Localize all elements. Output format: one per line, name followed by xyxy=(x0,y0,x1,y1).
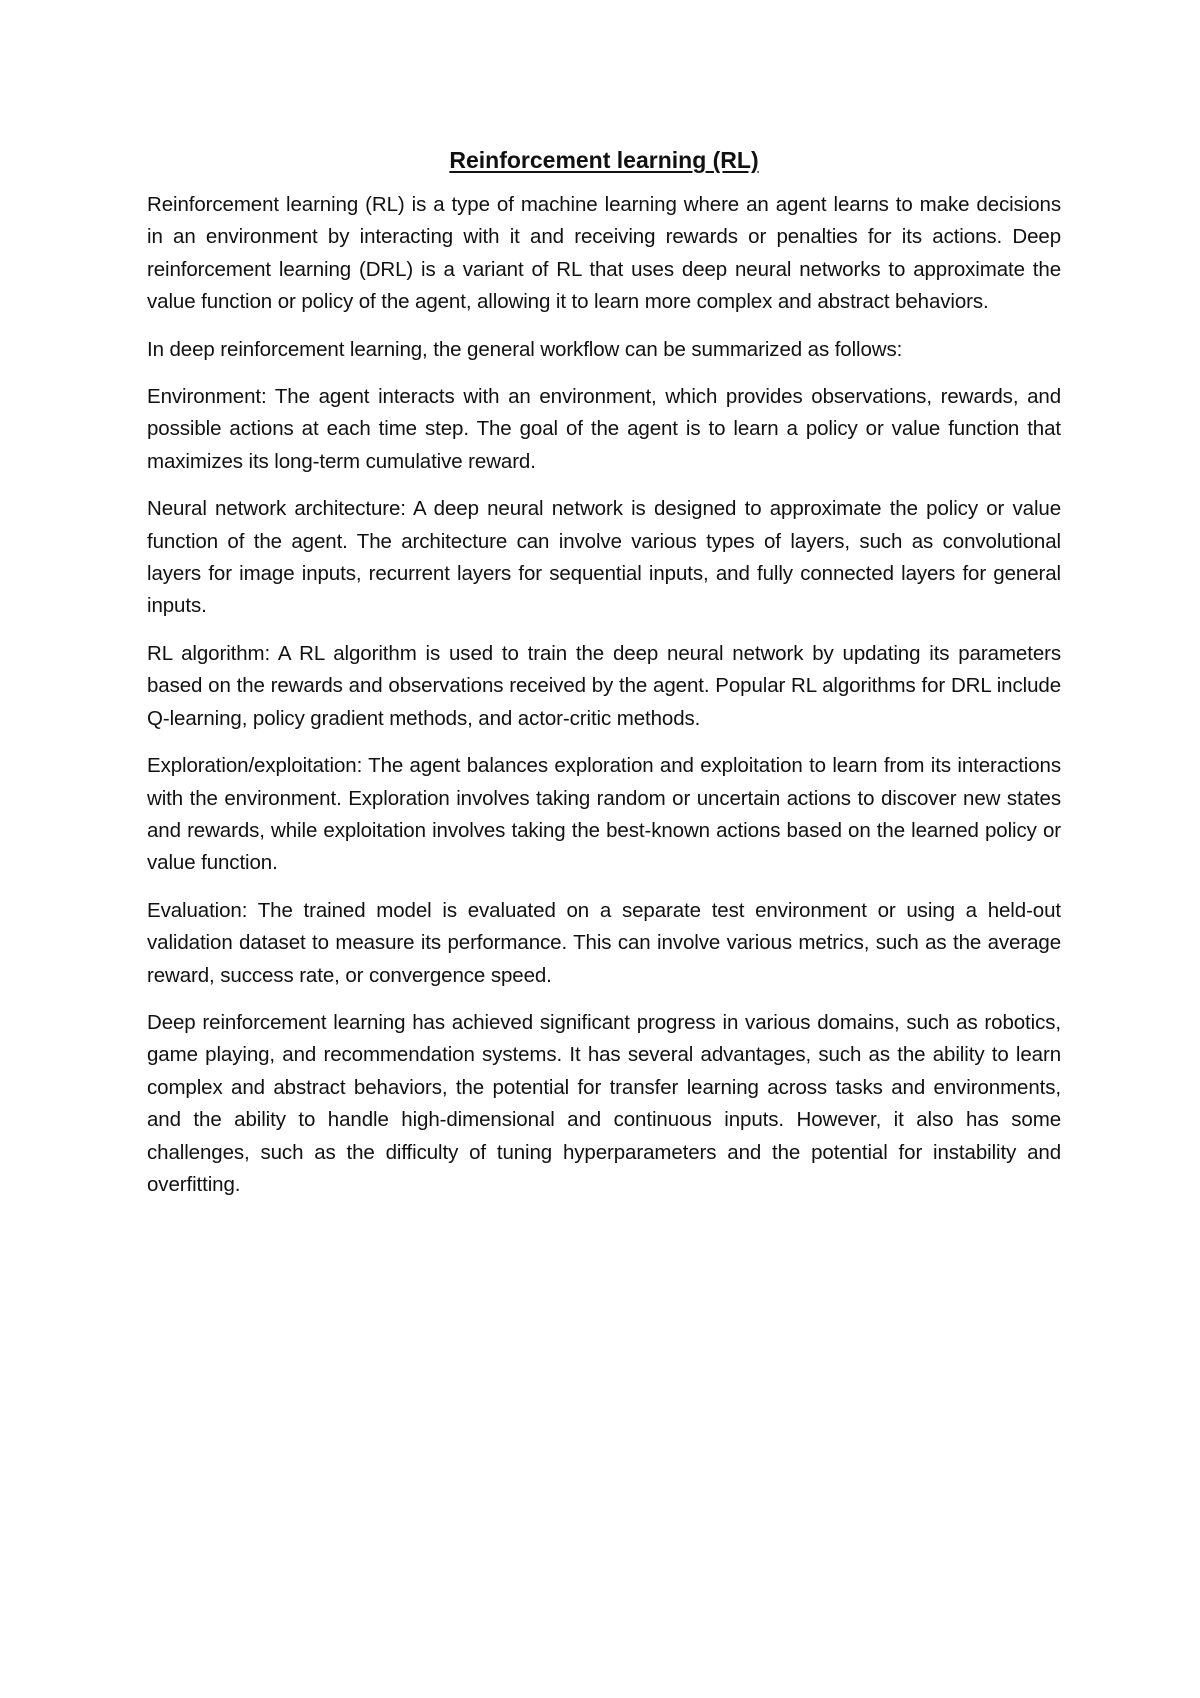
paragraph-evaluation: Evaluation: The trained model is evaluated on a separate test environment or using a held-out validation dataset to measure its performance. This can involve various metrics, such as the average reward, success rate, or convergence speed. xyxy=(147,898,1061,987)
paragraph-rl-algorithm: RL algorithm: A RL algorithm is used to train the deep neural network by updating its parameters based on the rewards and observations received by the agent. Popular RL algorithms for DRL include Q-learning, policy gradient methods, and actor-critic methods. xyxy=(147,641,1061,730)
paragraph-workflow-intro: In deep reinforcement learning, the general workflow can be summarized as follows: xyxy=(147,337,903,361)
paragraph-neural-network: Neural network architecture: A deep neural network is designed to approximate the policy or value function of the agent. The architecture can involve various types of layers, such as convolutional layers for image inputs, recurrent layers for sequential inputs, and fully connected layers for general inputs. xyxy=(147,497,1061,618)
paragraph-intro: Reinforcement learning (RL) is a type of machine learning where an agent learns to make decisions in an environment by interacting with it and receiving rewards or penalties for its actions. Deep reinforcement learning (DRL) is a variant of RL that uses deep neural networks to approximate the value function or policy of the agent, allowing it to learn more complex and abstract behaviors. xyxy=(147,193,1061,314)
paragraph-exploration: Exploration/exploitation: The agent balances exploration and exploitation to learn from its interactions with the environment. Exploration involves taking random or uncertain actions to discover new states and rewards, while exploitation involves taking the best-known actions based on the learned policy or value function. xyxy=(147,754,1061,875)
paragraph-conclusion: Deep reinforcement learning has achieved significant progress in various domains, such as robotics, game playing, and recommendation systems. It has several advantages, such as the ability to learn complex and abstract behaviors, the potential for transfer learning across tasks and environments, and the ability to handle high-dimensional and continuous inputs. However, it also has some challenges, such as the difficulty of tuning hyperparameters and the potential for instability and overfitting. xyxy=(147,1010,1061,1196)
document-body xyxy=(147,145,1061,1216)
document-title: Reinforcement learning (RL) xyxy=(449,147,759,173)
paragraph-environment: Environment: The agent interacts with an environment, which provides observations, rewards, and possible actions at each time step. The goal of the agent is to learn a policy or value function that maximizes its long-term cumulative reward. xyxy=(147,385,1061,473)
